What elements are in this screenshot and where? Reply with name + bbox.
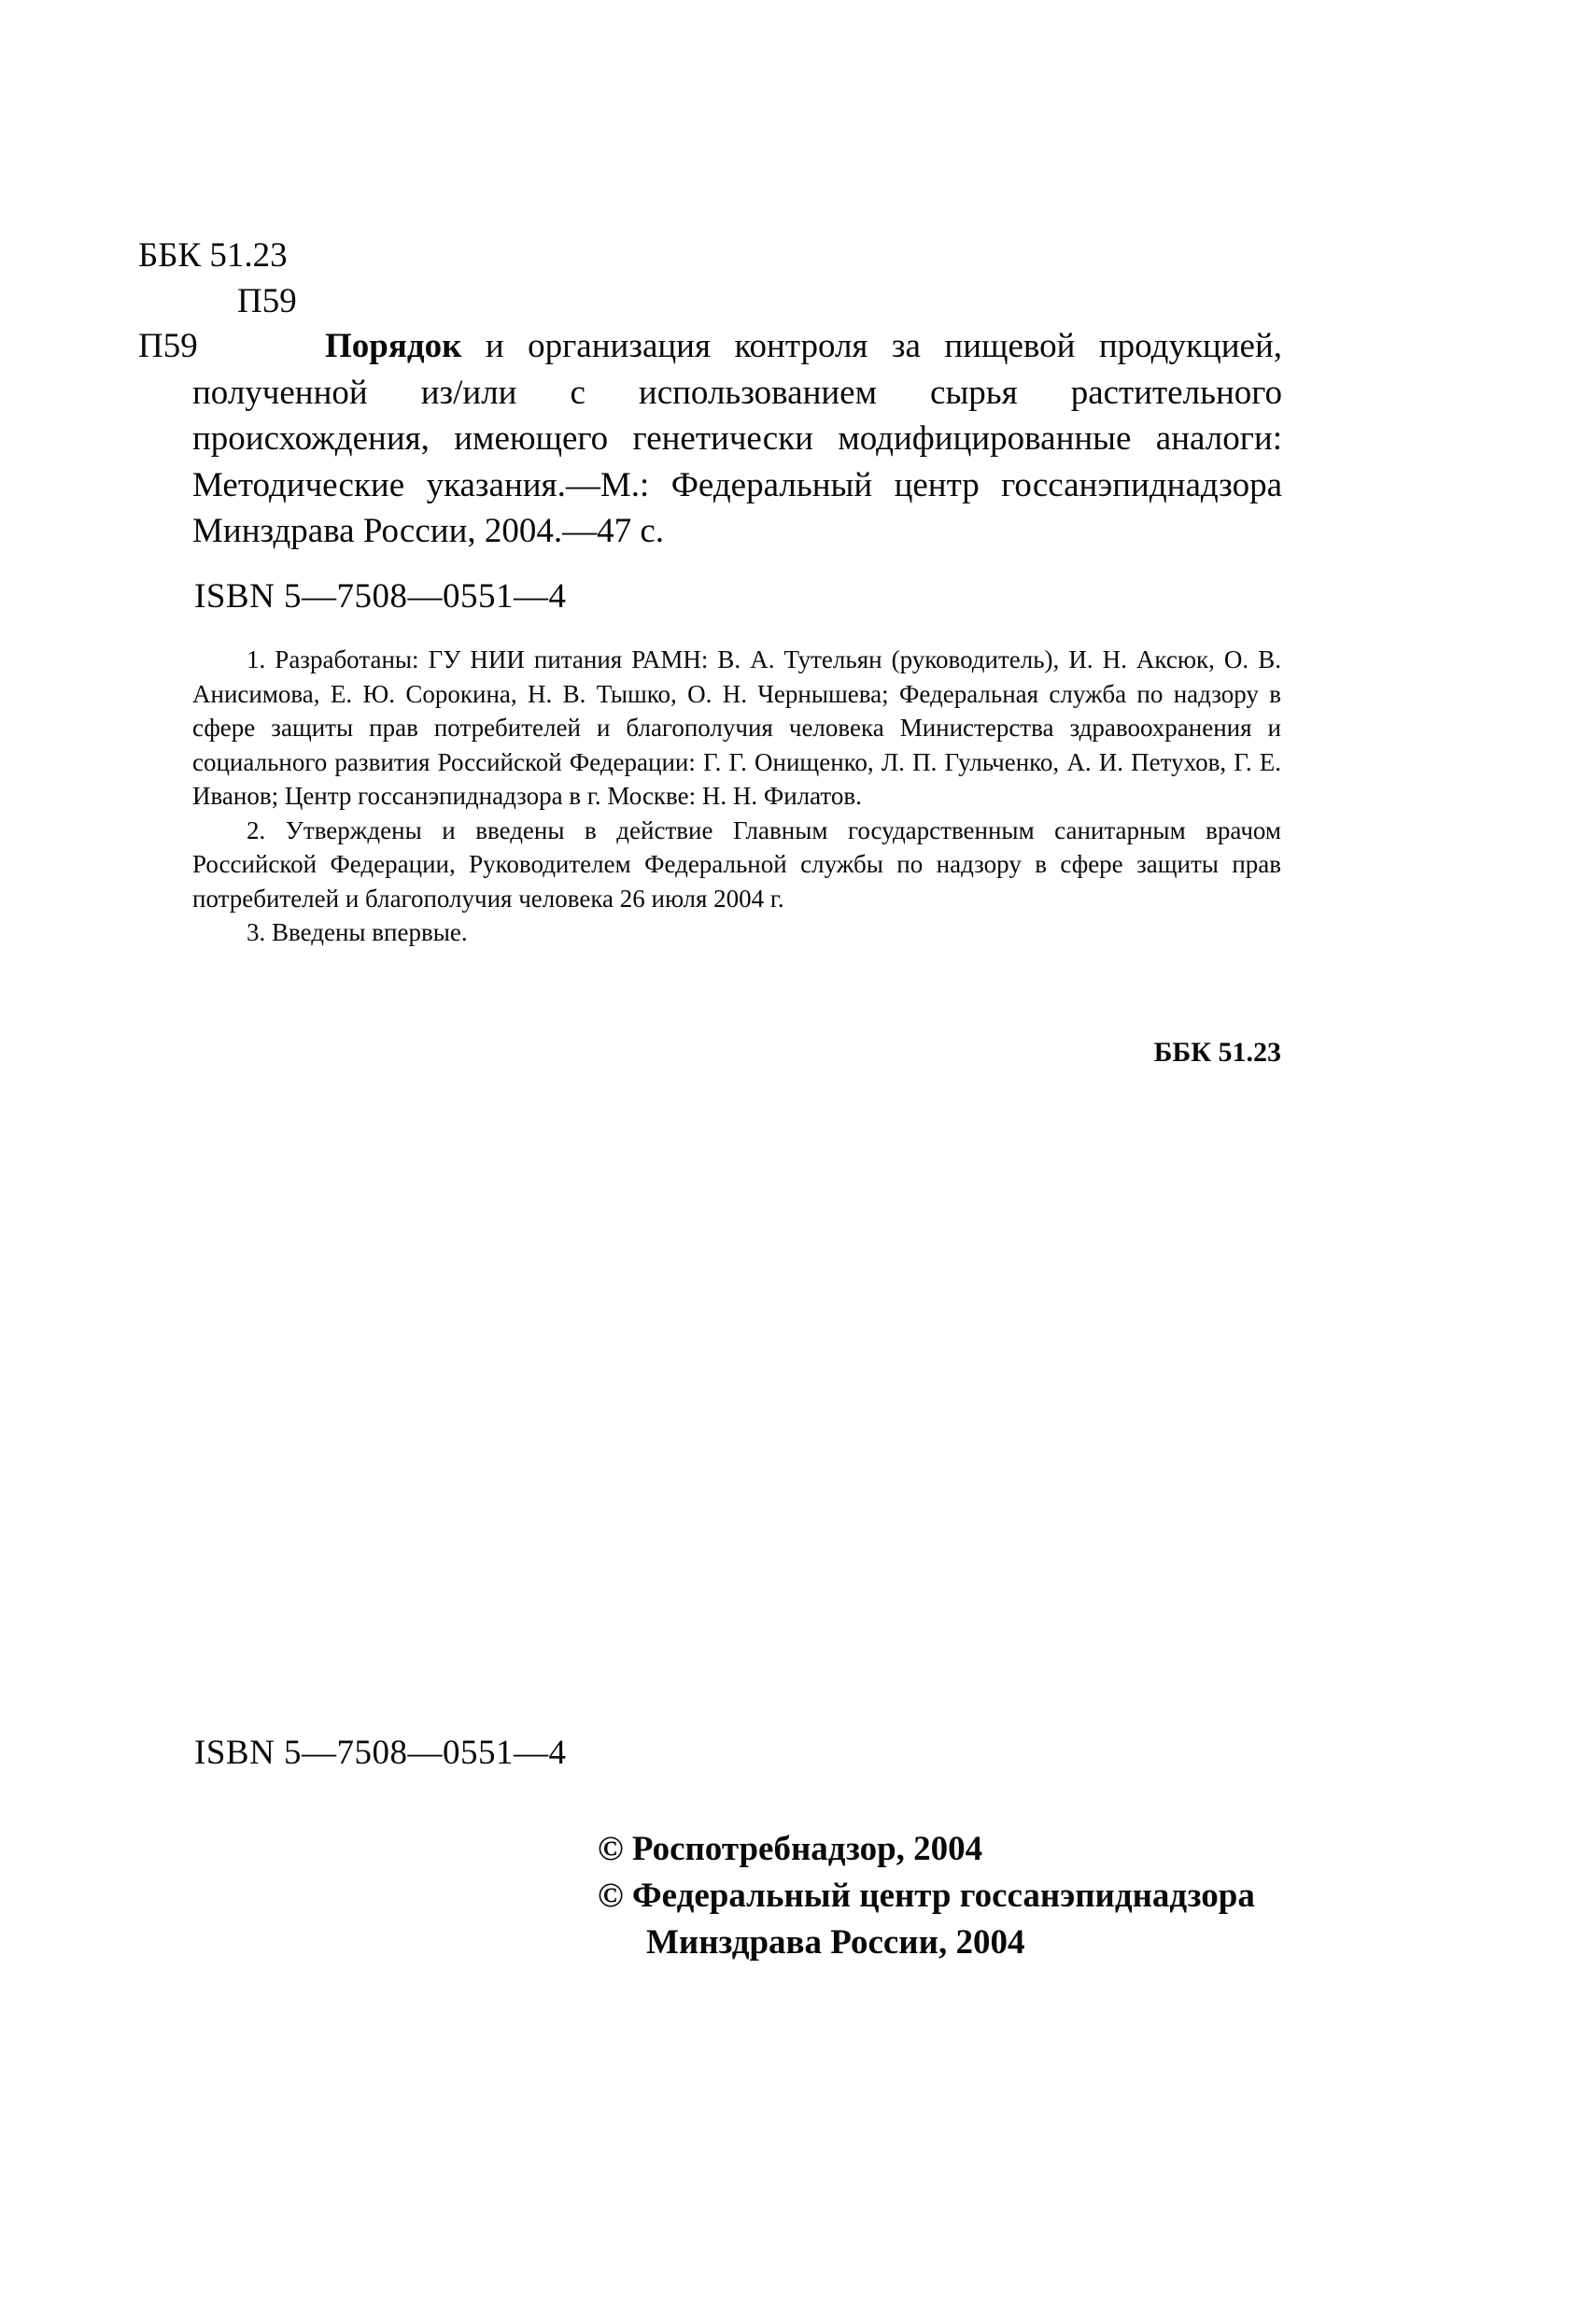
bbk-index-bottom: ББК 51.23 <box>1153 1037 1281 1068</box>
note-approved: 2. Утверждены и введены в действие Главным государственным санитарным врачом Российской Федерации, Руководителем Федеральной службы по надзору в сфере защиты прав потребителей и благополучия человека 26 июля 2004 г. <box>192 815 1281 913</box>
catalog-entry-code: П59 <box>138 327 198 365</box>
author-code: П59 <box>237 282 297 320</box>
note-developed-by: 1. Разработаны: ГУ НИИ питания РАМН: В. А. Тутельян (руководитель), И. Н. Аксюк, О. В. Анисимова, Е. Ю. Сорокина, Н. В. Тышко, О. Н. Чернышева; Федеральная служба по надзору в сфере защиты прав потребителей и благополучия человека Министерства здравоохранения и социального развития Российской Федерации: Г. Г. Онищенко, Л. П. Гульченко, А. И. Петухов, Г. Е. Иванов; Центр госсанэпиднадзора в г. Москве: Н. Н. Филатов. <box>192 645 1281 810</box>
catalog-entry-title: Порядок <box>325 327 462 365</box>
catalog-entry-body <box>192 323 1282 555</box>
isbn-line-bottom: ISBN 5—7508—0551—4 <box>194 1734 567 1772</box>
bbk-index: ББК 51.23 <box>138 236 288 275</box>
copyright-rospotrebnadzor: © Роспотребнадзор, 2004 <box>598 1830 983 1868</box>
catalog-entry-description: и организация контроля за пищевой продукцией, полученной из/или с использованием сырья растительного происхождения, имеющего генетически модифицированные аналоги: Методические указания.—М.: Федеральный центр госсанэпиднадзора Минздрава России, 2004.—47 с. <box>192 327 1282 550</box>
note-introduced: 3. Введены впервые. <box>247 918 468 946</box>
copyright-federal-center: © Федеральный центр госсанэпиднадзора <box>598 1877 1255 1915</box>
notes-block <box>192 643 1281 950</box>
copyright-block <box>598 1826 1255 1966</box>
copyright-ministry: Минздрава России, 2004 <box>646 1923 1025 1962</box>
isbn-line: ISBN 5—7508—0551—4 <box>194 577 567 616</box>
